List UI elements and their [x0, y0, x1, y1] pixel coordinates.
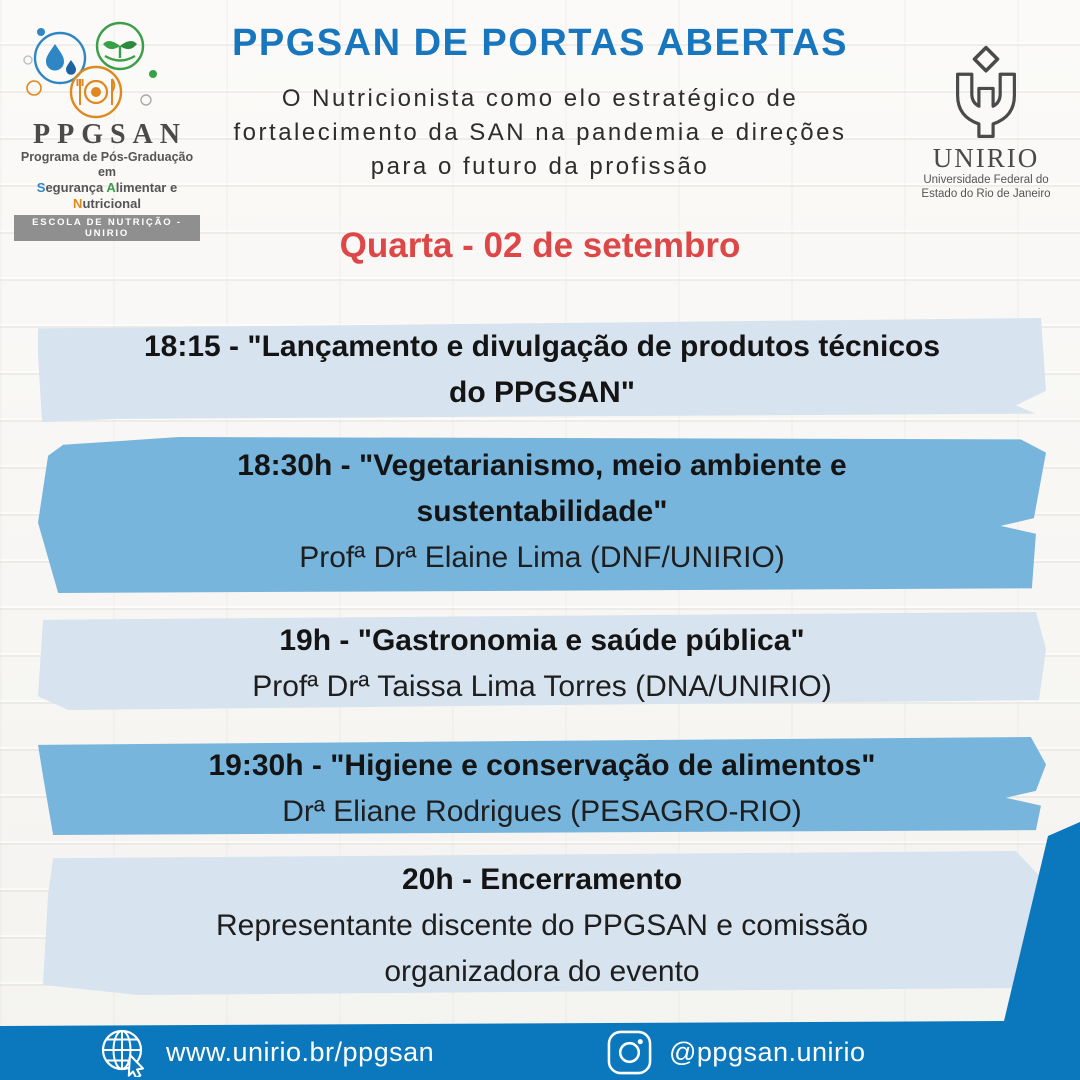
schedule-item-speaker: Drª Eliane Rodrigues (PESAGRO-RIO) [282, 795, 802, 828]
subtitle-line: para o futuro da profissão [370, 153, 710, 180]
san-segment: utricional [82, 196, 141, 211]
schedule-item-speaker: Profª Drª Taissa Lima Torres (DNA/UNIRIO) [252, 670, 832, 703]
schedule-item-title: 19:30h - "Higiene e conservação de alimentos" [208, 749, 876, 782]
unirio-subtitle [908, 173, 1064, 201]
unirio-emblem-icon [931, 40, 1041, 144]
page-title: PPGSAN DE PORTAS ABERTAS [232, 22, 848, 64]
instagram-handle[interactable]: @ppgsan.unirio [669, 1036, 866, 1067]
ppgsan-program-line: Programa de Pós-Graduação em [20, 150, 194, 179]
schedule-item-title: 18:15 - "Lançamento e divulgação de produtos técnicos do PPGSAN" [143, 330, 941, 409]
ppgsan-acronym: PPGSAN [33, 119, 187, 150]
schedule-item-title: 19h - "Gastronomia e saúde pública" [279, 624, 805, 657]
schedule-item-title: 18:30h - "Vegetarianismo, meio ambiente e sustentabilidade" [237, 449, 847, 528]
website-url[interactable]: www.unirio.br/ppgsan [166, 1036, 435, 1067]
schedule-item [38, 437, 1046, 593]
schedule-item [38, 851, 1046, 995]
ppgsan-school-banner: ESCOLA DE NUTRIÇÃO - UNIRIO [14, 215, 200, 241]
san-letter-s: S [36, 180, 46, 195]
unirio-logo [908, 40, 1064, 201]
san-letter-n: N [73, 196, 83, 211]
unirio-subtitle-line: Estado do Rio de Janeiro [921, 188, 1051, 200]
san-segment: egurança [45, 180, 107, 195]
schedule-item-speaker: Profª Drª Elaine Lima (DNF/UNIRIO) [299, 541, 785, 574]
instagram-icon [606, 1029, 653, 1076]
plant-icon [97, 23, 143, 69]
date-heading: Quarta - 02 de setembro [339, 226, 741, 265]
subtitle-line: fortalecimento da SAN na pandemia e direções [233, 119, 847, 146]
schedule-item [38, 737, 1046, 835]
unirio-name: UNIRIO [932, 143, 1040, 173]
san-segment: limentar e [115, 180, 178, 195]
plate-cutlery-icon [71, 67, 121, 117]
schedule-item-speaker: Representante discente do PPGSAN e comissão organizadora do evento [215, 909, 869, 988]
ppgsan-logo-icons [14, 20, 174, 120]
schedule-item [38, 612, 1046, 710]
san-letter-a: A [106, 180, 116, 195]
footer-website[interactable] [98, 1026, 434, 1078]
footer-instagram[interactable] [606, 1026, 866, 1078]
ppgsan-san-line [14, 180, 200, 212]
globe-cursor-icon [98, 1027, 150, 1077]
schedule-item-title: 20h - Encerramento [401, 863, 683, 896]
ppgsan-logo [14, 20, 200, 241]
schedule-item [38, 318, 1046, 422]
unirio-subtitle-line: Universidade Federal do [923, 174, 1049, 186]
subtitle-line: O Nutricionista como elo estratégico de [281, 85, 799, 112]
